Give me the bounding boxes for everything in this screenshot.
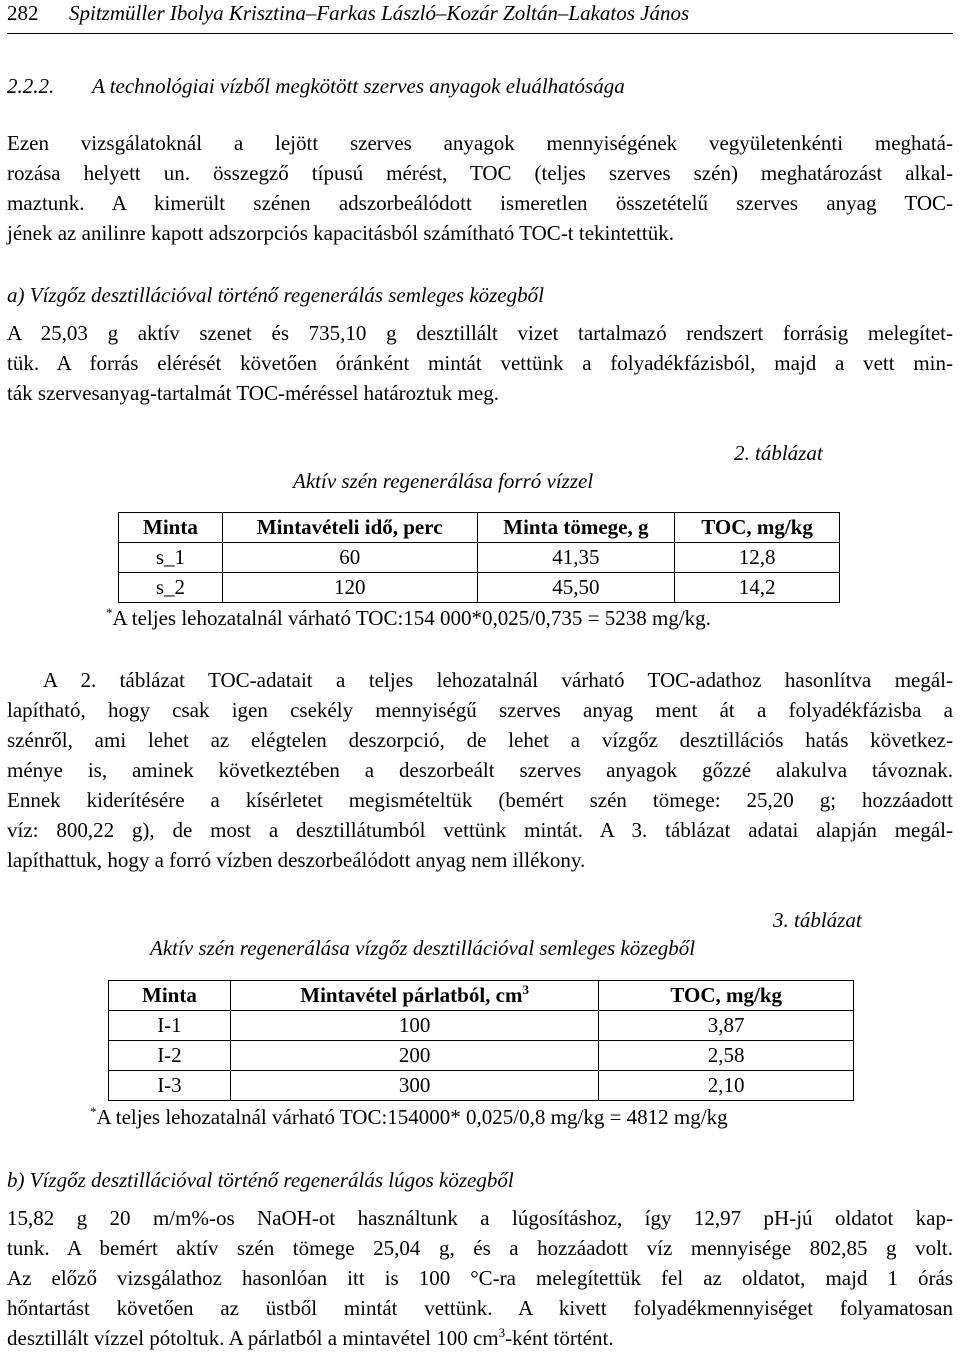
superscript: 3: [522, 982, 529, 997]
table-cell: 12,8: [675, 543, 840, 573]
table-cell: 100: [230, 1011, 598, 1041]
paragraph-line: rozása helyett un. összegző típusú mérést, TOC (teljes szerves szén) meghatározást alkal-: [7, 161, 953, 185]
paragraph-line: Ennek kiderítésére a kísérletet megismételtük (bemért szén tömege: 25,20 g; hozzáadott: [7, 788, 953, 812]
column-header: Minta: [109, 981, 231, 1011]
page-number: 282: [7, 1, 39, 25]
table-cell: 60: [222, 543, 477, 573]
paragraph-line: 15,82 g 20 m/m%-os NaOH-ot használtunk a lúgosításhoz, így 12,97 pH-jú oldatot kap-: [7, 1206, 953, 1230]
table-cell: 2,10: [599, 1071, 854, 1101]
section-title: A technológiai vízből megkötött szerves anyagok eluálhatósága: [92, 74, 625, 98]
line-text: desztillált vízzel pótoltuk. A párlatból a mintavétel 100 cm: [7, 1326, 499, 1350]
table-cell: 200: [230, 1041, 598, 1071]
paragraph-line: A 25,03 g aktív szenet és 735,10 g desztillált vizet tartalmazó rendszert forrásig melegítet-: [7, 321, 953, 345]
line-text: -ként történt.: [505, 1326, 614, 1350]
section-heading: [7, 72, 953, 100]
table-cell: s_1: [119, 543, 223, 573]
table3-caption: Aktív szén regenerálása vízgőz desztillációval semleges közegből: [150, 936, 696, 960]
paragraph-line: lapíthattuk, hogy a forró vízben deszorbeálódott anyag nem illékony.: [7, 848, 586, 872]
table-cell: 2,58: [599, 1041, 854, 1071]
table-cell: 120: [222, 573, 477, 603]
paragraph-line: [7, 1323, 953, 1353]
footnote-star: *: [90, 1104, 97, 1119]
superscript: 3: [498, 1325, 506, 1340]
subsection-b-title: b) Vízgőz desztillációval történő regenerálás lúgos közegből: [7, 1168, 514, 1192]
paragraph-line: víz: 800,22 g), de most a desztillátumból vettünk mintát. A 3. táblázat adatai alapján megál-: [7, 818, 953, 842]
table-header-row: [119, 513, 840, 543]
paragraph-line: maztunk. A kimerült szénen adszorbeálódott ismeretlen összetételű szerves anyag TOC-: [7, 191, 953, 215]
table-row: [109, 1041, 854, 1071]
table3-label: 3. táblázat: [773, 908, 862, 932]
paragraph-line: ménye is, aminek következtében a deszorbeált szerves anyagok gőzzé alakulva távoznak.: [7, 758, 953, 782]
table-row: [119, 573, 840, 603]
footnote-text: A teljes lehozatalnál várható TOC:154 000*0,025/0,735 = 5238 mg/kg.: [112, 606, 711, 630]
table2: [118, 512, 840, 603]
column-header-text: Mintavétel párlatból, cm: [300, 983, 523, 1007]
column-header: TOC, mg/kg: [599, 981, 854, 1011]
table-cell: 45,50: [477, 573, 675, 603]
paragraph-line: tük. A forrás elérését követően óránként mintát vettünk a folyadékfázisból, majd a vett min-: [7, 351, 953, 375]
section-number: 2.2.2.: [7, 74, 55, 98]
discussion-paragraph: [7, 665, 953, 875]
table-header-row: [109, 981, 854, 1011]
table-row: [119, 543, 840, 573]
subsection-b-paragraph: [7, 1203, 953, 1353]
table2-footnote: [106, 604, 711, 632]
table-row: [109, 1011, 854, 1041]
paragraph-line: jének az anilinre kapott adszorpciós kapacitásból számítható TOC-t tekintettük.: [7, 221, 674, 245]
header-rule: [7, 33, 953, 34]
column-header: Minta tömege, g: [477, 513, 675, 543]
paragraph-line: A 2. táblázat TOC-adatait a teljes lehozatalnál várható TOC-adathoz hasonlítva megál-: [43, 668, 953, 692]
authors-line: Spitzmüller Ibolya Krisztina–Farkas László–Kozár Zoltán–Lakatos János: [69, 1, 690, 25]
table2-caption: Aktív szén regenerálása forró vízzel: [293, 469, 594, 493]
table-cell: s_2: [119, 573, 223, 603]
table3: [108, 980, 854, 1101]
paragraph-line: lapítható, hogy csak igen csekély mennyiségű szerves anyag ment át a folyadékfázisba a: [7, 698, 953, 722]
table3-footnote: [90, 1103, 728, 1131]
paragraph-line: Ezen vizsgálatoknál a lejött szerves anyagok mennyiségének vegyületenkénti meghatá-: [7, 131, 953, 155]
paragraph-line: ták szervesanyag-tartalmát TOC-méréssel határoztuk meg.: [7, 381, 499, 405]
table-cell: 300: [230, 1071, 598, 1101]
column-header: TOC, mg/kg: [675, 513, 840, 543]
paragraph-line: szénről, ami lehet az elégtelen deszorpció, de lehet a vízgőz desztillációs hatás következ-: [7, 728, 953, 752]
table-cell: I-3: [109, 1071, 231, 1101]
running-header: [7, 0, 953, 26]
paragraph-line: hőntartást követően az üstből mintát vettünk. A kivett folyadékmennyiséget folyamatosan: [7, 1296, 953, 1320]
footnote-star: *: [106, 605, 113, 620]
paragraph-line: tunk. A bemért aktív szén tömege 25,04 g, és a hozzáadott víz mennyisége 802,85 g volt.: [7, 1236, 953, 1260]
table-cell: 14,2: [675, 573, 840, 603]
table-cell: 41,35: [477, 543, 675, 573]
column-header: Minta: [119, 513, 223, 543]
table-cell: I-2: [109, 1041, 231, 1071]
column-header: Mintavételi idő, perc: [222, 513, 477, 543]
table-cell: I-1: [109, 1011, 231, 1041]
subsection-a-title: a) Vízgőz desztillációval történő regenerálás semleges közegből: [7, 283, 544, 307]
subsection-a-paragraph: [7, 318, 953, 408]
intro-paragraph: [7, 128, 953, 248]
table-cell: 3,87: [599, 1011, 854, 1041]
table2-label: 2. táblázat: [734, 441, 823, 465]
column-header: [230, 981, 598, 1011]
paragraph-line: Az előző vizsgálathoz hasonlóan itt is 100 °C-ra melegítettük fel az oldatot, majd 1 órás: [7, 1266, 953, 1290]
table-row: [109, 1071, 854, 1101]
footnote-text: A teljes lehozatalnál várható TOC:154000* 0,025/0,8 mg/kg = 4812 mg/kg: [96, 1105, 728, 1129]
